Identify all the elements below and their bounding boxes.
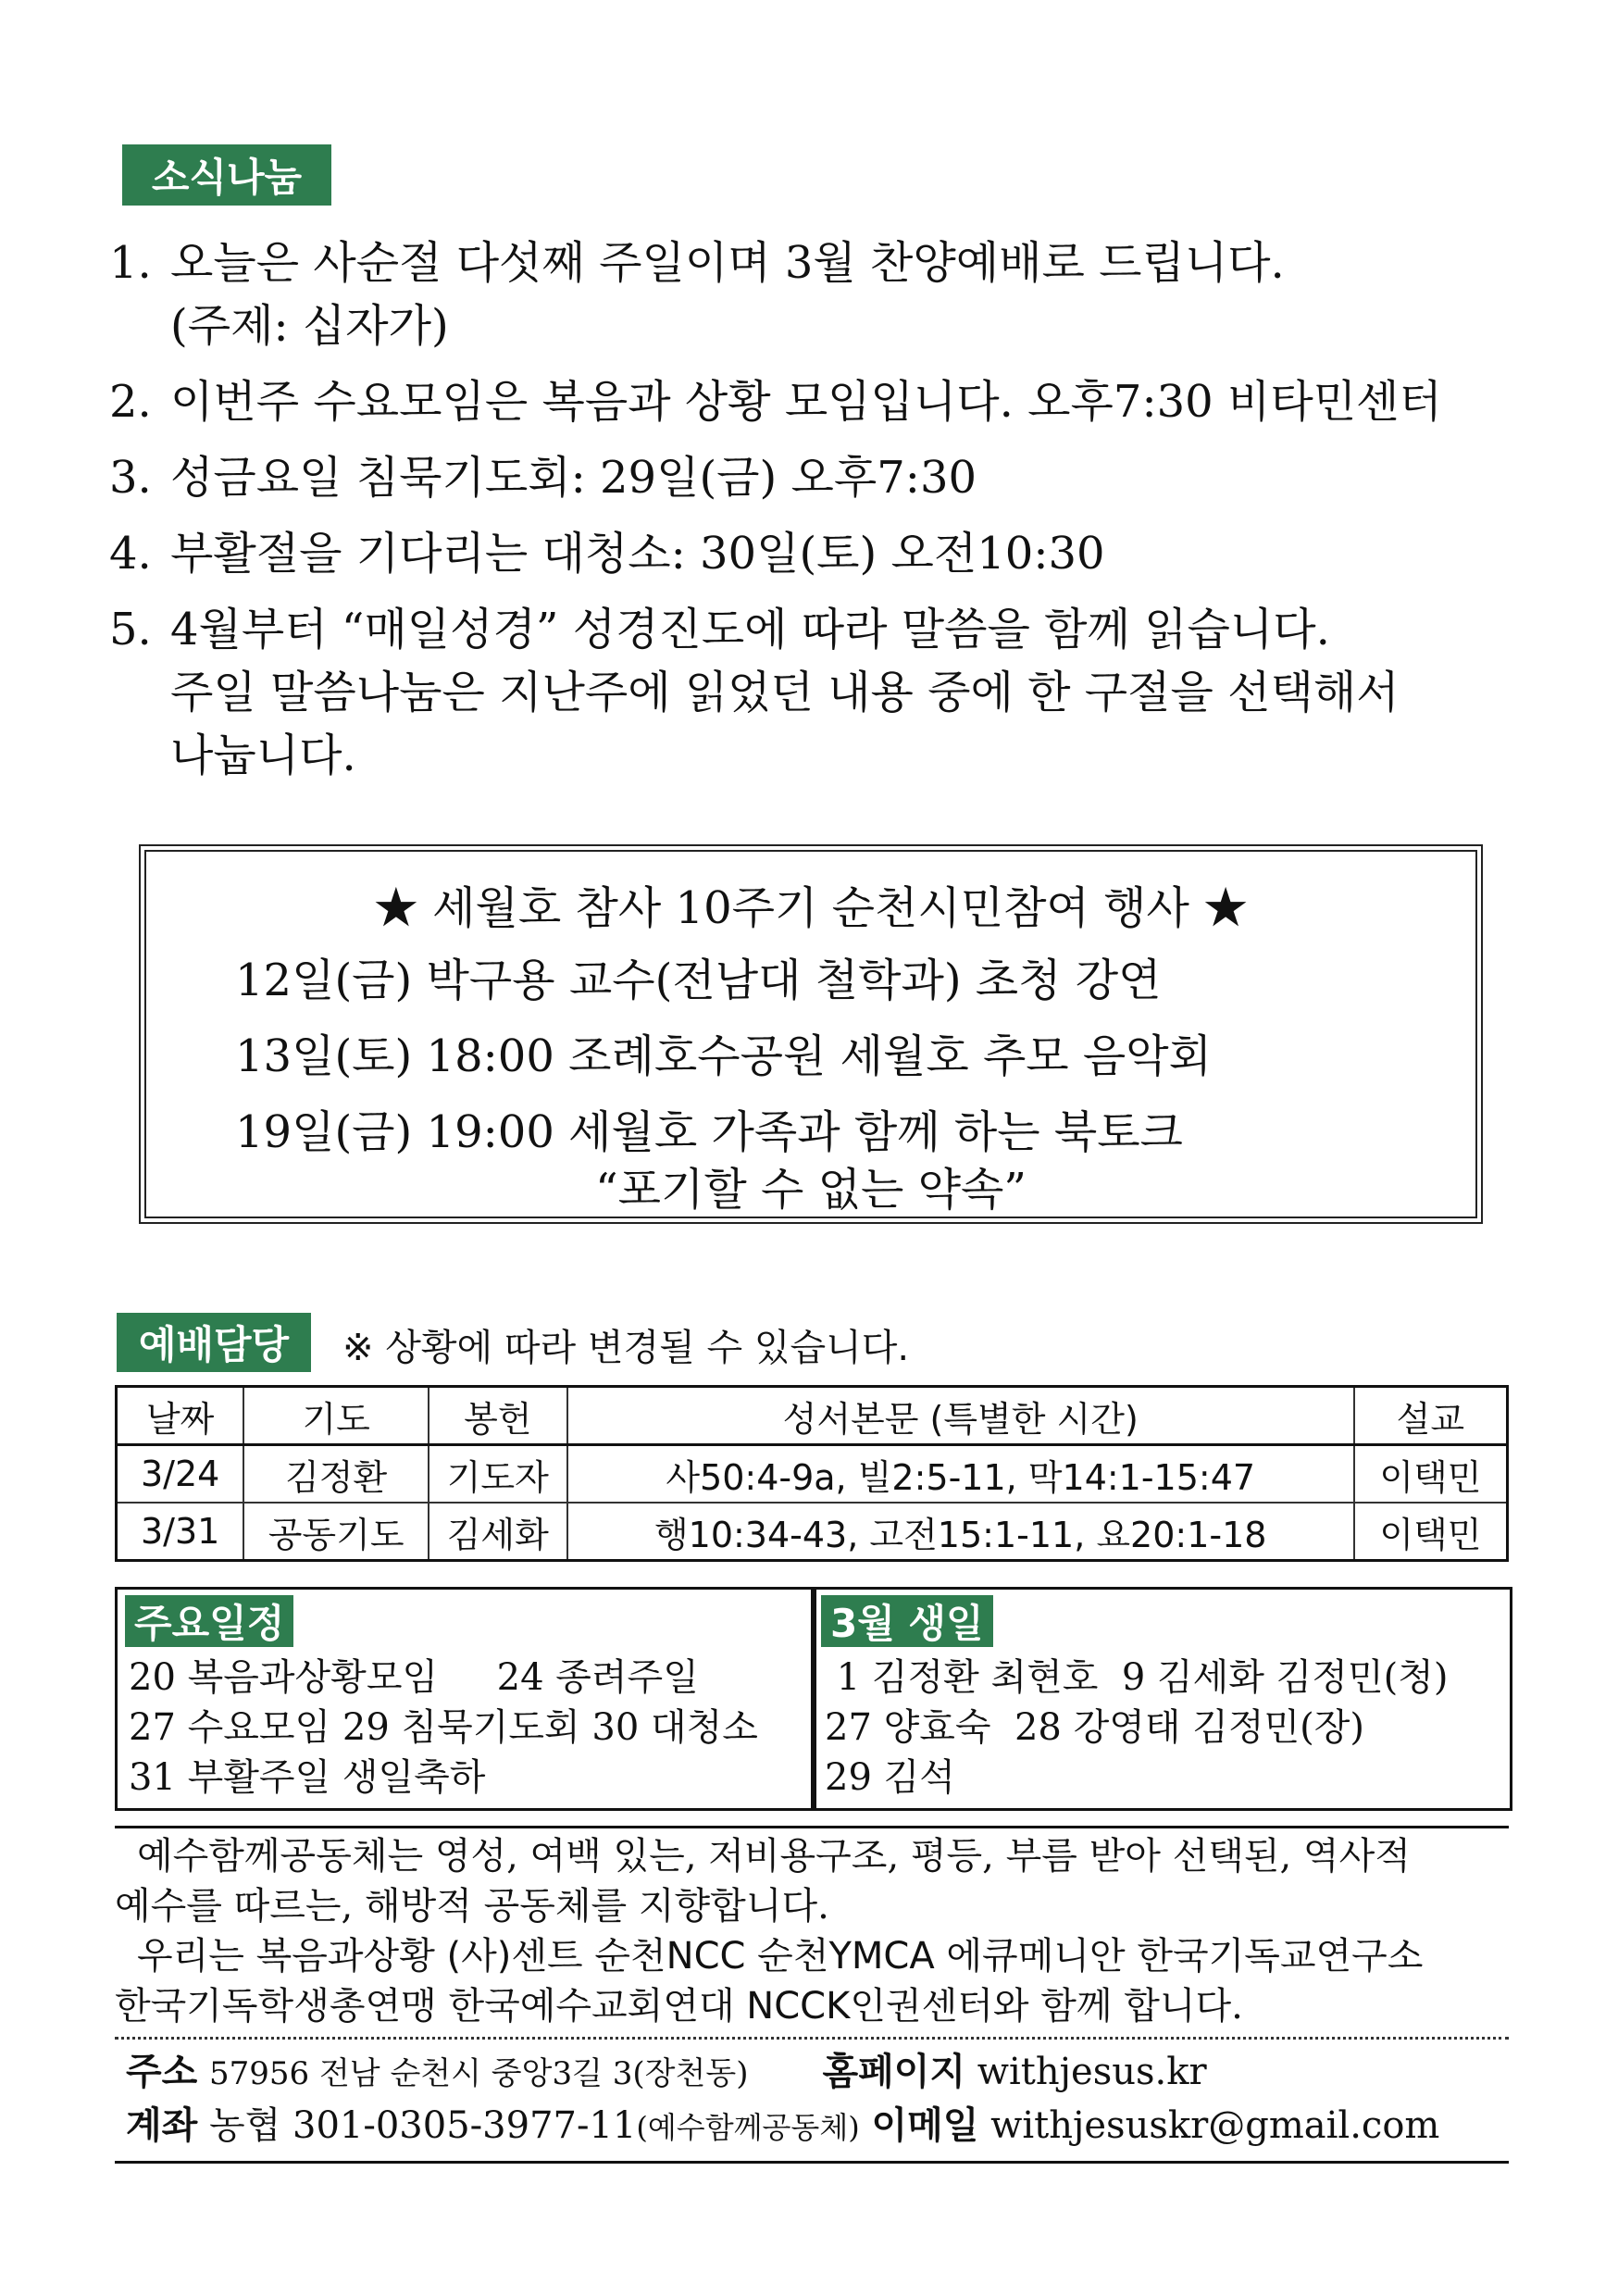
event-title: ★ 세월호 참사 10주기 순천시민참여 행사 ★ xyxy=(373,882,1249,934)
table-cell: 김정환 xyxy=(243,1445,429,1504)
schedule-row: 31 부활주일 생일축하 xyxy=(129,1756,486,1799)
contact-row xyxy=(126,2046,1439,2100)
news-item-number: 2. xyxy=(109,376,152,428)
event-subtitle: “포기할 수 없는 약속” xyxy=(595,1164,1027,1216)
event-box-inner xyxy=(144,850,1477,1218)
email-link[interactable]: withjesuskr@gmail.com xyxy=(990,2104,1440,2147)
address-label: 주소 xyxy=(126,2051,198,2093)
event-line: 13일(토) 18:00 조례호수공원 세월호 추모 음악회 xyxy=(235,1030,1213,1082)
schedule-row: 27 수요모임 29 침묵기도회 30 대청소 xyxy=(129,1706,758,1749)
column-header: 설교 xyxy=(1354,1387,1508,1445)
birthday-row: 29 김석 xyxy=(825,1756,955,1799)
community-line xyxy=(115,1981,1509,2031)
email-label: 이메일 xyxy=(871,2104,979,2147)
account-label: 계좌 xyxy=(126,2104,198,2147)
news-item xyxy=(109,370,1516,433)
schedule-row: 20 복음과상황모임 24 종려주일 xyxy=(129,1656,699,1699)
account-holder: (예수함께공동체) xyxy=(636,2110,860,2145)
schedule-tag: 주요일정 xyxy=(125,1595,293,1647)
table-row xyxy=(117,1445,1508,1504)
dotted-divider xyxy=(115,2037,1509,2040)
news-item xyxy=(109,522,1516,585)
contact-row xyxy=(126,2100,1439,2153)
divider xyxy=(115,1826,1509,1828)
news-item-number: 3. xyxy=(109,452,152,504)
schedule-rows xyxy=(129,1653,758,1803)
homepage-label: 홈페이지 xyxy=(822,2051,966,2093)
event-line: 12일(금) 박구용 교수(전남대 철학과) 초청 강연 xyxy=(235,955,1162,1006)
news-item xyxy=(109,446,1516,509)
table-cell: 공동기도 xyxy=(243,1503,429,1561)
community-statement xyxy=(115,1831,1509,2031)
contact-info xyxy=(126,2046,1439,2153)
partner-list: 한국기독학생총연맹 한국예수교회연대 NCCK인권센터 xyxy=(115,1985,993,2028)
table-cell: 3/24 xyxy=(117,1445,244,1504)
news-list xyxy=(109,231,1516,800)
news-item xyxy=(109,598,1516,787)
event-box xyxy=(139,844,1483,1224)
birthday-tag: 3월 생일 xyxy=(821,1595,993,1647)
table-cell: 이택민 xyxy=(1354,1445,1508,1504)
news-item-text: 4월부터 “매일성경” 성경진도에 따라 말씀을 함께 읽습니다. 주일 말씀나눔은 지난주에 읽었던 내용 중에 한 구절을 선택해서 나눕니다. xyxy=(170,604,1400,781)
table-cell: 사50:4-9a, 빌2:5-11, 막14:1-15:47 xyxy=(567,1445,1354,1504)
table-cell: 기도자 xyxy=(429,1445,567,1504)
table-row xyxy=(117,1503,1508,1561)
table-cell: 3/31 xyxy=(117,1503,244,1561)
community-line xyxy=(115,1931,1509,1981)
schedule-panel xyxy=(115,1587,816,1811)
news-item-number: 1. xyxy=(109,237,152,289)
event-line: 19일(금) 19:00 세월호 가족과 함께 하는 북토크 xyxy=(235,1106,1183,1158)
column-header: 성서본문 (특별한 시간) xyxy=(567,1387,1354,1445)
birthday-rows xyxy=(825,1653,1448,1803)
news-item-text: 이번주 수요모임은 복음과 상황 모임입니다. 오후7:30 비타민센터 xyxy=(170,376,1442,428)
divider xyxy=(115,2161,1509,2164)
table-cell: 김세화 xyxy=(429,1503,567,1561)
table-cell: 행10:34-43, 고전15:1-11, 요20:1-18 xyxy=(567,1503,1354,1561)
worship-table xyxy=(115,1385,1509,1562)
birthday-row: 1 김정환 최현호 9 김세화 김정민(청) xyxy=(825,1656,1449,1699)
account-value: 농협 301-0305-3977-11 xyxy=(209,2104,637,2147)
table-header-row xyxy=(117,1387,1508,1445)
community-text: 와 함께 합니다. xyxy=(992,1985,1243,2028)
address-value: 57956 전남 순천시 중앙3길 3(장천동) xyxy=(209,2055,749,2092)
worship-note: ※ 상황에 따라 변경될 수 있습니다. xyxy=(342,1327,910,1369)
news-item-text: 성금요일 침묵기도회: 29일(금) 오후7:30 xyxy=(170,452,977,504)
news-item-text: 오늘은 사순절 다섯째 주일이며 3월 찬양예배로 드립니다. (주제: 십자가) xyxy=(170,237,1285,352)
news-section-tag: 소식나눔 xyxy=(122,144,331,206)
news-item-text: 부활절을 기다리는 대청소: 30일(토) 오전10:30 xyxy=(170,528,1105,580)
homepage-link[interactable]: withjesus.kr xyxy=(977,2051,1207,2093)
community-line: 예수를 따르는, 해방적 공동체를 지향합니다. xyxy=(115,1885,829,1928)
partner-list: 복음과상황 (사)센트 순천NCC 순천YMCA 에큐메니안 한국기독교연구소 xyxy=(255,1935,1424,1978)
news-item-number: 4. xyxy=(109,528,152,580)
column-header: 기도 xyxy=(243,1387,429,1445)
table-cell: 이택민 xyxy=(1354,1503,1508,1561)
worship-section-tag: 예배담당 xyxy=(117,1313,311,1372)
news-item-number: 5. xyxy=(109,604,152,655)
column-header: 날짜 xyxy=(117,1387,244,1445)
birthday-panel xyxy=(811,1587,1512,1811)
birthday-row: 27 양효숙 28 강영태 김정민(장) xyxy=(825,1706,1364,1749)
community-text: 우리는 xyxy=(137,1935,256,1978)
news-item xyxy=(109,231,1516,357)
community-line: 예수함께공동체는 영성, 여백 있는, 저비용구조, 평등, 부름 받아 선택된, 역사적 xyxy=(137,1835,1411,1878)
column-header: 봉헌 xyxy=(429,1387,567,1445)
